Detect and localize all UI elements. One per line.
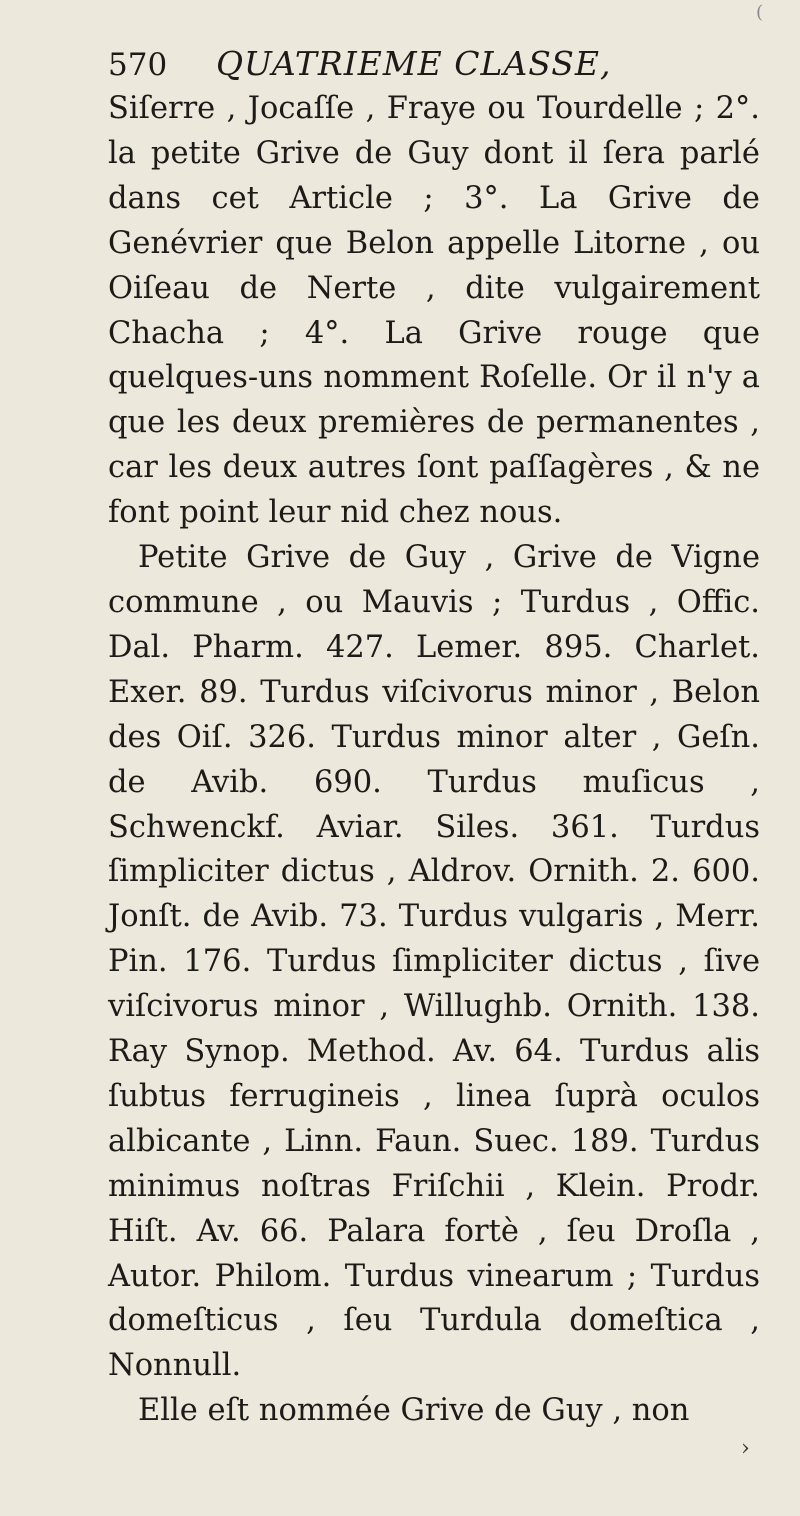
stray-mark: › [741, 1436, 750, 1461]
paragraph-3: Elle eſt nommée Grive de Guy , non [138, 1393, 690, 1429]
corner-mark: ( [756, 2, 764, 23]
body-text [108, 87, 760, 1434]
page-number: 570 [108, 47, 168, 83]
paragraph-1: Siſerre , Jocaſſe , Fraye ou Tourdelle ; 2°. la petite Grive de Guy dont il ſera parlé dans cet Article ; 3°. La Grive de Genévrier que Belon appelle Litorne , ou Oiſeau de Nerte , dite vulgairement Chacha ; 4°. La Grive rouge que quelques-uns nomment Roſelle. Or il n'y a que les deux premières de permanentes , car les deux autres ſont paſſagères , & ne font point leur nid chez nous. [108, 91, 760, 531]
running-head-title: QUATRIEME CLASSE, [216, 44, 612, 83]
running-header [108, 44, 760, 85]
paragraph-2: Petite Grive de Guy , Grive de Vigne commune , ou Mauvis ; Turdus , Offic. Dal. Pharm. 427. Lemer. 895. Charlet. Exer. 89. Turdus viſcivorus minor , Belon des Oiſ. 326. Turdus minor alter , Geſn. de Avib. 690. Turdus muſicus , Schwenckf. Aviar. Siles. 361. Turdus ſimpliciter dictus , Aldrov. Ornith. 2. 600. Jonſt. de Avib. 73. Turdus vulgaris , Merr. Pin. 176. Turdus ſimpliciter dictus , ſive viſcivorus minor , Willughb. Ornith. 138. Ray Synop. Method. Av. 64. Turdus alis ſubtus ferrugineis , linea ſuprà oculos albicante , Linn. Faun. Suec. 189. Turdus minimus noſtras Friſchii , Klein. Prodr. Hiſt. Av. 66. Palara fortè , ſeu Droſla , Autor. Philom. Turdus vinearum ; Turdus domeſticus , ſeu Turdula domeſtica , Nonnull. [108, 540, 760, 1384]
